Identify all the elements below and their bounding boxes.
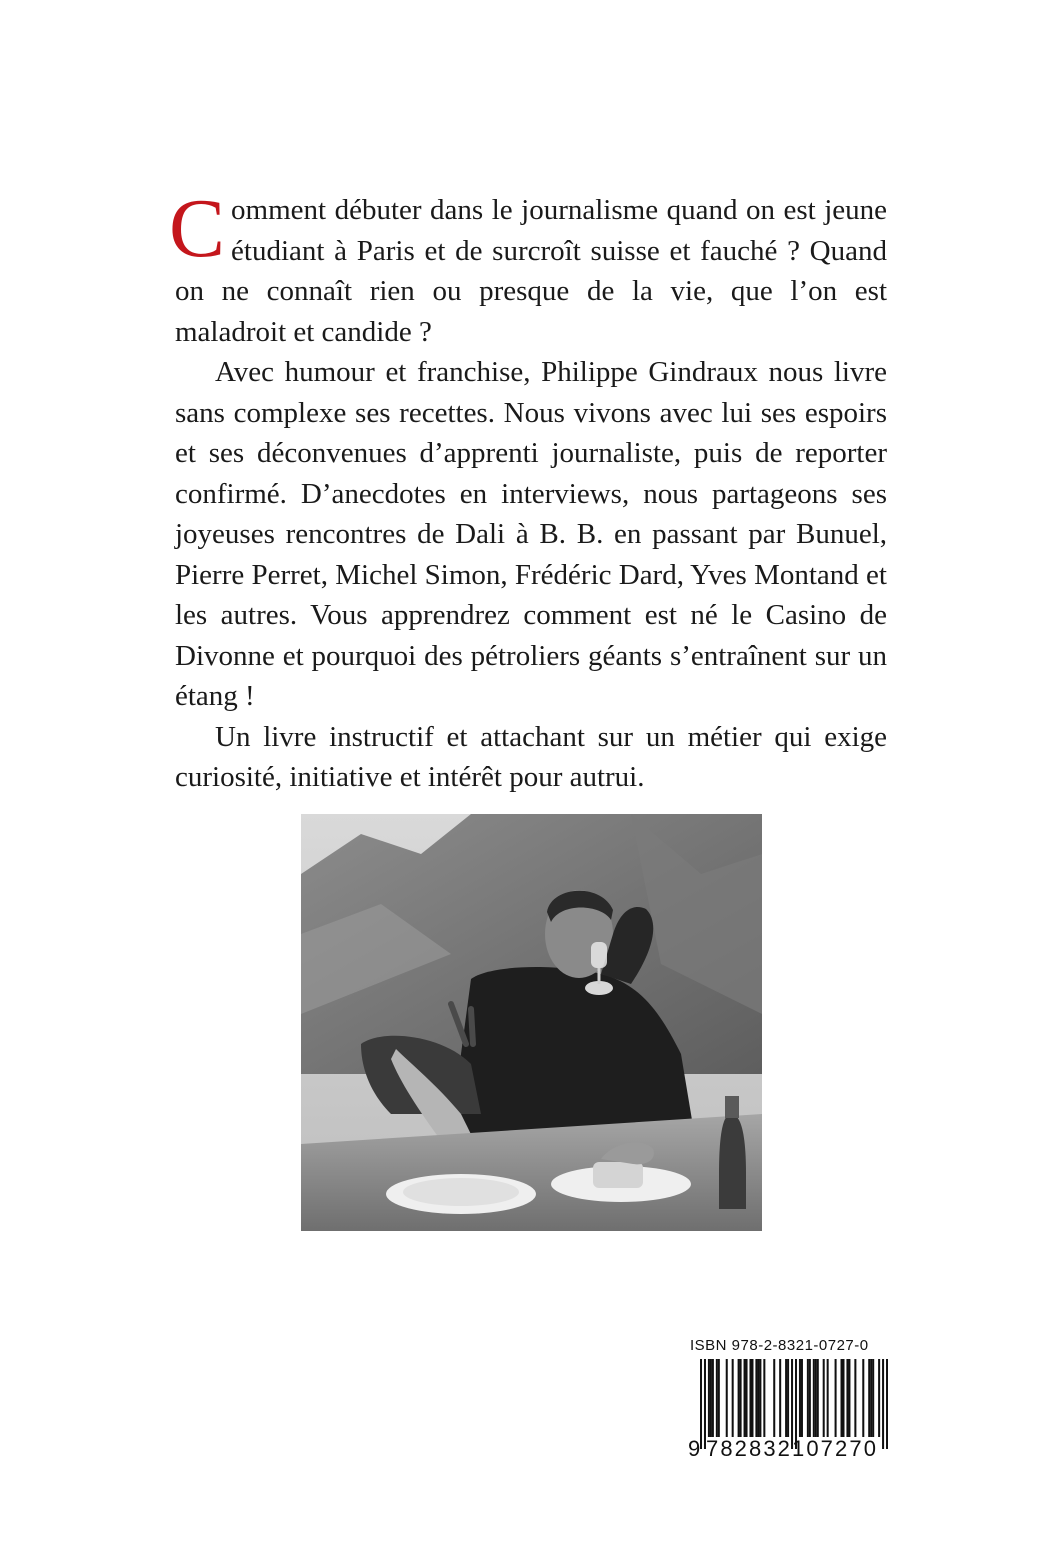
- barcode-bar: [700, 1359, 702, 1449]
- barcode-bar: [757, 1359, 759, 1437]
- barcode-bar: [716, 1359, 718, 1437]
- drop-cap-letter: C: [169, 182, 226, 275]
- barcode-bar: [744, 1359, 746, 1437]
- barcode-bar: [708, 1359, 710, 1437]
- barcode-lead-digit: 9: [688, 1436, 701, 1461]
- barcode-bar: [799, 1359, 801, 1437]
- barcode-digits: 782832107270: [706, 1436, 879, 1461]
- barcode-bar: [835, 1359, 837, 1437]
- isbn-label: ISBN 978-2-8321-0727-0: [690, 1337, 869, 1354]
- blurb-paragraph-1-text: omment débuter dans le journalisme quand on est jeune étudiant à Paris et de surcroît suisse et fauché ? Quand on ne connaît rien ou presque de la vie, que l’on est maladroit et candide ?: [175, 194, 887, 348]
- barcode-bar: [868, 1359, 870, 1437]
- barcode-bar: [710, 1359, 712, 1437]
- barcode-bar: [870, 1359, 872, 1437]
- barcode-bar: [862, 1359, 864, 1437]
- barcode-bar: [827, 1359, 829, 1437]
- barcode-bar: [842, 1359, 844, 1437]
- barcode-bar: [755, 1359, 757, 1437]
- barcode-bar: [732, 1359, 734, 1437]
- author-photo-illustration: [301, 814, 762, 1231]
- barcode-bar: [882, 1359, 884, 1449]
- author-photo: [301, 814, 762, 1231]
- barcode-bar: [785, 1359, 787, 1437]
- barcode-bar: [848, 1359, 850, 1437]
- barcode-bar: [740, 1359, 742, 1437]
- barcode-bar: [813, 1359, 815, 1437]
- barcode-bar: [886, 1359, 888, 1449]
- barcode-bar: [823, 1359, 825, 1437]
- barcode-bar: [718, 1359, 720, 1437]
- barcode-bar: [746, 1359, 748, 1437]
- blurb-paragraph-3: Un livre instructif et attachant sur un métier qui exige curiosité, initiative et intérêt pour autrui.: [175, 720, 887, 793]
- barcode-bar: [759, 1359, 761, 1437]
- barcode-bar: [779, 1359, 781, 1437]
- barcode-bar: [773, 1359, 775, 1437]
- barcode-bar: [763, 1359, 765, 1437]
- back-cover-blurb: [169, 182, 887, 798]
- barcode-bar: [809, 1359, 811, 1437]
- blurb-paragraph-2: Avec humour et franchise, Philippe Gindraux nous livre sans complexe ses recettes. Nous vivons avec lui ses espoirs et ses déconvenues d’apprenti journaliste, puis de reporter confirmé. D’anecdotes en interviews, nous partageons ses joyeuses rencontres de Dali à B. B. en passant par Bunuel, Pierre Perret, Michel Simon, Frédéric Dard, Yves Montand et les autres. Vous apprendrez comment est né le Casino de Divonne et pourquoi des pétroliers géants s’entraînent sur un étang !: [175, 356, 887, 712]
- barcode-bar: [751, 1359, 753, 1437]
- isbn-barcode: [688, 1339, 889, 1464]
- barcode-bar: [854, 1359, 856, 1437]
- barcode-bar: [749, 1359, 751, 1437]
- blurb-paragraph-1: [169, 182, 887, 352]
- barcode-bar: [817, 1359, 819, 1437]
- barcode-bar: [801, 1359, 803, 1437]
- barcode-bar: [726, 1359, 728, 1437]
- barcode-bar: [846, 1359, 848, 1437]
- barcode-bar: [712, 1359, 714, 1437]
- barcode-bar: [807, 1359, 809, 1437]
- barcode-bar: [841, 1359, 843, 1437]
- barcode-bar: [878, 1359, 880, 1437]
- barcode-bar: [738, 1359, 740, 1437]
- barcode-bar: [787, 1359, 789, 1437]
- barcode-bar: [815, 1359, 817, 1437]
- barcode-bar: [872, 1359, 874, 1437]
